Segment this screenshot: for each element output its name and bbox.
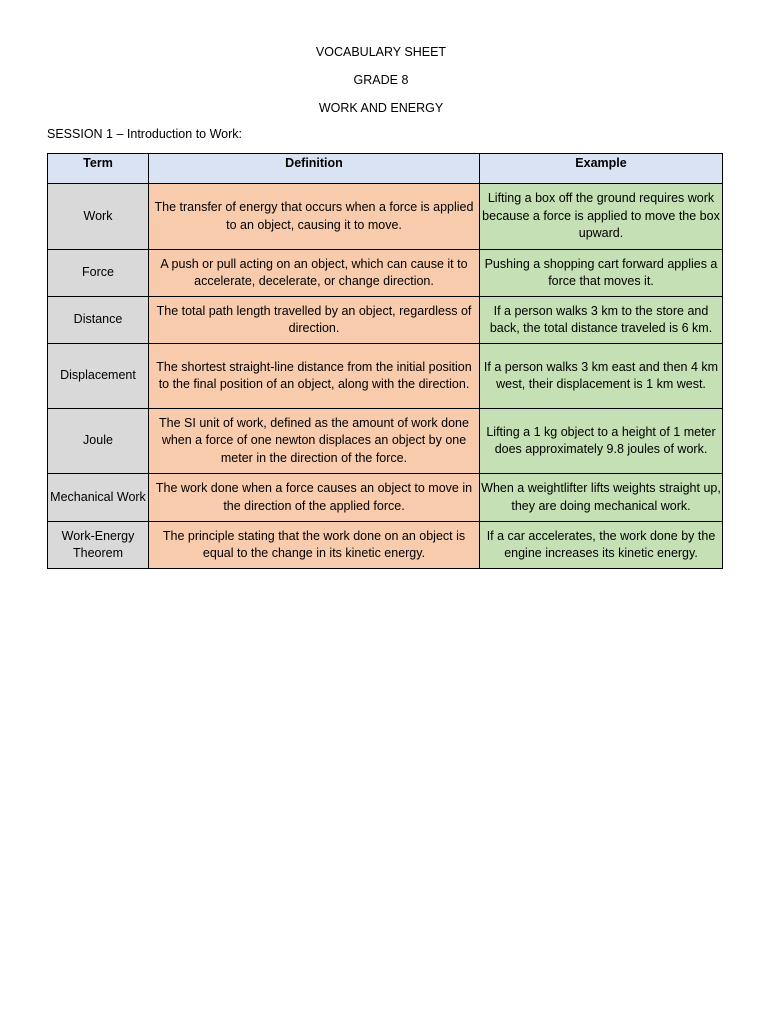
term-cell: Work-Energy Theorem bbox=[48, 522, 149, 569]
definition-cell: The total path length travelled by an object, regardless of direction. bbox=[149, 297, 480, 344]
definition-cell: The principle stating that the work done on an object is equal to the change in its kinetic energy. bbox=[149, 522, 480, 569]
header-example: Example bbox=[480, 154, 723, 184]
topic-title: WORK AND ENERGY bbox=[318, 101, 444, 115]
example-cell: If a person walks 3 km to the store and back, the total distance traveled is 6 km. bbox=[480, 297, 723, 344]
term-cell: Displacement bbox=[48, 344, 149, 409]
term-cell: Joule bbox=[48, 409, 149, 474]
example-cell: When a weightlifter lifts weights straight up, they are doing mechanical work. bbox=[480, 474, 723, 522]
session-label: SESSION 1 – Introduction to Work: bbox=[47, 127, 242, 141]
definition-cell: The transfer of energy that occurs when a force is applied to an object, causing it to move. bbox=[149, 184, 480, 250]
term-cell: Distance bbox=[48, 297, 149, 344]
table-row bbox=[48, 184, 723, 250]
header-definition: Definition bbox=[149, 154, 480, 184]
table-row bbox=[48, 297, 723, 344]
header-term: Term bbox=[48, 154, 149, 184]
example-cell: Lifting a box off the ground requires work because a force is applied to move the box upward. bbox=[480, 184, 723, 250]
definition-cell: The work done when a force causes an object to move in the direction of the applied force. bbox=[149, 474, 480, 522]
example-cell: Lifting a 1 kg object to a height of 1 meter does approximately 9.8 joules of work. bbox=[480, 409, 723, 474]
example-cell: Pushing a shopping cart forward applies a force that moves it. bbox=[480, 250, 723, 297]
definition-cell: The shortest straight-line distance from the initial position to the final position of an object, along with the direction. bbox=[149, 344, 480, 409]
example-cell: If a person walks 3 km east and then 4 km west, their displacement is 1 km west. bbox=[480, 344, 723, 409]
table-row bbox=[48, 409, 723, 474]
term-cell: Work bbox=[48, 184, 149, 250]
table-row bbox=[48, 522, 723, 569]
document-title: VOCABULARY SHEET bbox=[315, 45, 447, 59]
table-row bbox=[48, 474, 723, 522]
table-row bbox=[48, 344, 723, 409]
table-header-row bbox=[48, 154, 723, 184]
vocabulary-table bbox=[47, 153, 723, 569]
example-cell: If a car accelerates, the work done by the engine increases its kinetic energy. bbox=[480, 522, 723, 569]
grade-label: GRADE 8 bbox=[353, 73, 409, 87]
term-cell: Force bbox=[48, 250, 149, 297]
definition-cell: A push or pull acting on an object, which can cause it to accelerate, decelerate, or change direction. bbox=[149, 250, 480, 297]
definition-cell: The SI unit of work, defined as the amount of work done when a force of one newton displaces an object by one meter in the direction of the force. bbox=[149, 409, 480, 474]
table-row bbox=[48, 250, 723, 297]
term-cell: Mechanical Work bbox=[48, 474, 149, 522]
